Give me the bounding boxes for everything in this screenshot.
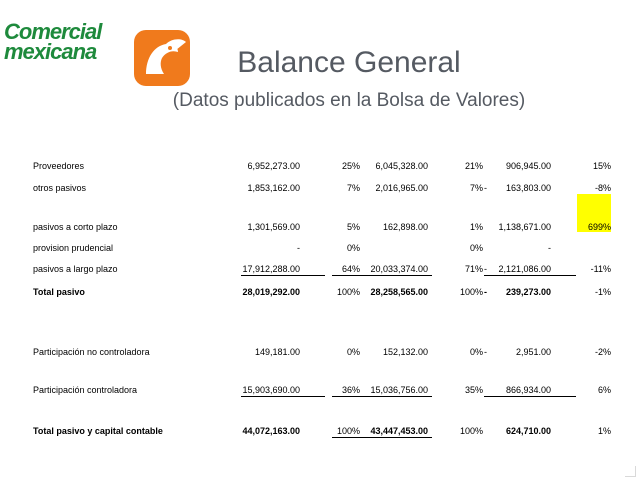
row-label: Participación no controladora bbox=[33, 347, 150, 357]
percent-col3: 1% bbox=[597, 426, 611, 436]
value-col1: 6,952,273.00 bbox=[247, 161, 300, 171]
percent-col3: 15% bbox=[592, 161, 611, 171]
logo-text-line1: Comercial bbox=[4, 19, 102, 44]
table-row bbox=[0, 220, 638, 234]
value-col2: 6,045,328.00 bbox=[375, 161, 428, 171]
table-row bbox=[0, 181, 638, 195]
percent-col1: 100% bbox=[336, 287, 360, 297]
percent-col3: -2% bbox=[594, 347, 611, 357]
value-col1: 15,903,690.00 bbox=[242, 385, 300, 395]
percent-col1: 5% bbox=[346, 222, 360, 232]
value-col1: 1,301,569.00 bbox=[247, 222, 300, 232]
percent-col2: 100% bbox=[459, 287, 483, 297]
percent-col1: 0% bbox=[346, 243, 360, 253]
value-col2: 162,898.00 bbox=[382, 222, 428, 232]
percent-col2: 35% bbox=[464, 385, 483, 395]
percent-col2: 0% bbox=[469, 347, 483, 357]
page-subtitle: (Datos publicados en la Bolsa de Valores) bbox=[172, 90, 526, 111]
slide-corner-mark bbox=[625, 466, 636, 477]
value-col1: 17,912,288.00 bbox=[242, 264, 300, 274]
percent-col2: 71% bbox=[464, 264, 483, 274]
value-col1: 1,853,162.00 bbox=[247, 183, 300, 193]
percent-col3: -1% bbox=[594, 287, 611, 297]
table-row-total bbox=[0, 285, 638, 299]
percent-col1: 7% bbox=[346, 183, 360, 193]
table-row bbox=[0, 383, 638, 397]
percent-col1: 25% bbox=[341, 161, 360, 171]
percent-col1: 36% bbox=[341, 385, 360, 395]
value-col3: 906,945.00 bbox=[505, 161, 551, 171]
value-col1: 44,072,163.00 bbox=[242, 426, 300, 436]
value-col3: 2,121,086.00 bbox=[498, 264, 551, 274]
row-label: provision prudencial bbox=[33, 243, 114, 253]
sign-col3: - bbox=[484, 264, 487, 274]
value-col3: 239,273.00 bbox=[505, 287, 551, 297]
percent-col1: 0% bbox=[346, 347, 360, 357]
value-col1: 28,019,292.00 bbox=[242, 287, 300, 297]
value-col2: 2,016,965.00 bbox=[375, 183, 428, 193]
value-col2: 20,033,374.00 bbox=[370, 264, 428, 274]
row-label: otros pasivos bbox=[33, 183, 87, 193]
row-label: pasivos a corto plazo bbox=[33, 222, 118, 232]
value-col2: 43,447,453.00 bbox=[370, 426, 428, 436]
underline bbox=[332, 396, 432, 397]
value-col3: 2,951.00 bbox=[515, 347, 551, 357]
underline bbox=[484, 396, 576, 397]
underline bbox=[241, 396, 325, 397]
value-col2: 28,258,565.00 bbox=[370, 287, 428, 297]
value-col3: - bbox=[548, 243, 551, 253]
percent-col1: 64% bbox=[341, 264, 360, 274]
value-col3: 866,934.00 bbox=[505, 385, 551, 395]
percent-col1: 100% bbox=[336, 426, 360, 436]
value-col3: 624,710.00 bbox=[505, 426, 551, 436]
row-label: Proveedores bbox=[33, 161, 85, 171]
table-row bbox=[0, 262, 638, 276]
table-row bbox=[0, 159, 638, 173]
underline bbox=[241, 275, 325, 276]
percent-col2: 21% bbox=[464, 161, 483, 171]
percent-col2: 1% bbox=[469, 222, 483, 232]
value-col1: - bbox=[297, 243, 300, 253]
row-label: pasivos a largo plazo bbox=[33, 264, 118, 274]
table-row bbox=[0, 345, 638, 359]
value-col3: 1,138,671.00 bbox=[498, 222, 551, 232]
percent-col2: 100% bbox=[459, 426, 483, 436]
value-col3: 163,803.00 bbox=[505, 183, 551, 193]
percent-col3: 6% bbox=[597, 385, 611, 395]
percent-col3: -8% bbox=[594, 183, 611, 193]
value-col1: 149,181.00 bbox=[254, 347, 300, 357]
table-row-total bbox=[0, 424, 638, 438]
logo-text-line2: mexicana bbox=[4, 39, 97, 64]
sign-col3: - bbox=[484, 287, 487, 297]
sign-col3: - bbox=[484, 183, 487, 193]
percent-col3: 699% bbox=[587, 222, 611, 232]
row-label: Participación controladora bbox=[33, 385, 138, 395]
percent-col2: 0% bbox=[469, 243, 483, 253]
percent-col2: 7% bbox=[469, 183, 483, 193]
table-row bbox=[0, 241, 638, 255]
underline bbox=[332, 275, 432, 276]
page-title: Balance General bbox=[237, 46, 461, 79]
row-label: Total pasivo bbox=[33, 287, 85, 297]
value-col2: 152,132.00 bbox=[382, 347, 428, 357]
percent-col3: -11% bbox=[590, 264, 611, 274]
value-col2: 15,036,756.00 bbox=[370, 385, 428, 395]
underline bbox=[332, 437, 432, 438]
underline bbox=[484, 275, 576, 276]
sign-col3: - bbox=[484, 347, 487, 357]
row-label: Total pasivo y capital contable bbox=[33, 426, 163, 436]
